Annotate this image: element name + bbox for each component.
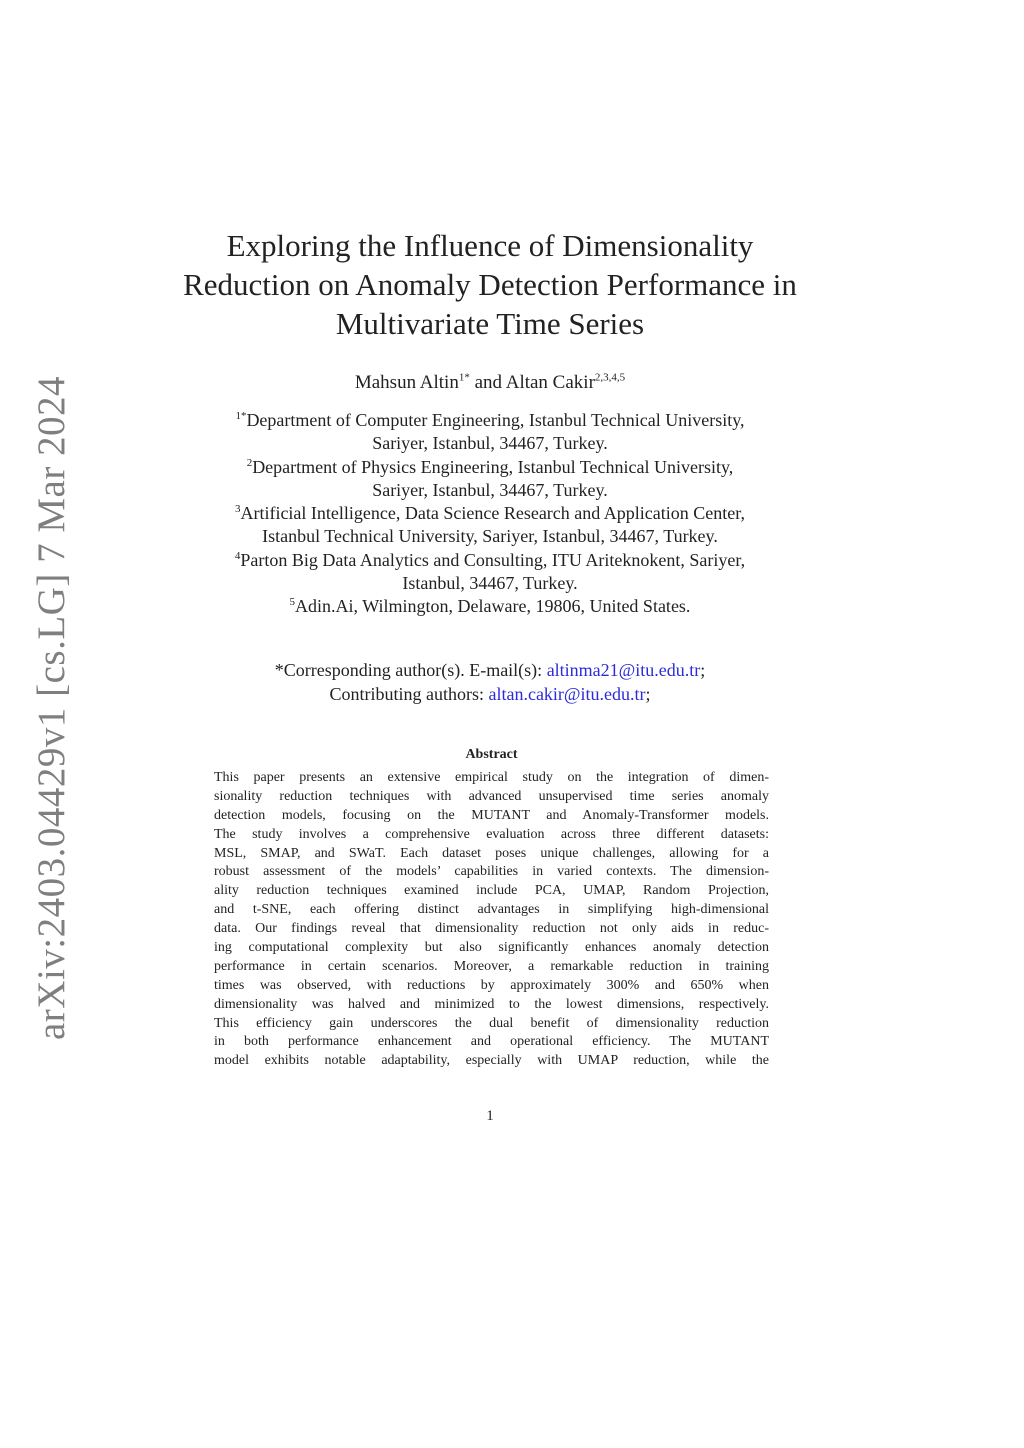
- title-line: Exploring the Influence of Dimensionality: [226, 228, 754, 263]
- abstract-line: ing computational complexity but also significantly enhances anomaly detection: [214, 940, 769, 956]
- author-list: [150, 371, 830, 395]
- affiliation-line: Istanbul, 34467, Turkey.: [402, 573, 578, 594]
- affiliation-text: Adin.Ai, Wilmington, Delaware, 19806, United States.: [295, 596, 691, 617]
- arxiv-identifier-stamp: arXiv:2403.04429v1 [cs.LG] 7 Mar 2024: [30, 375, 73, 1040]
- corresponding-label: *Corresponding author(s). E-mail(s):: [274, 660, 547, 680]
- abstract-line: dimensionality was halved and minimized to the lowest dimensions, respectively.: [214, 996, 769, 1012]
- corresponding-author-line: [150, 658, 830, 682]
- affiliation-text: Department of Physics Engineering, Istanbul Technical University,: [252, 456, 734, 477]
- affiliation-marker: 5: [289, 596, 296, 609]
- abstract-line: times was observed, with reductions by approximately 300% and 650% when: [214, 977, 769, 993]
- affiliation-marker: 1*: [235, 410, 247, 422]
- abstract-body: [214, 769, 769, 1071]
- abstract-line: This efficiency gain underscores the dual benefit of dimensionality reduction: [214, 1015, 769, 1031]
- affiliation-marker: 3: [234, 503, 241, 516]
- abstract-line: detection models, focusing on the MUTANT and Anomaly-Transformer models.: [214, 807, 769, 823]
- punctuation: ;: [645, 684, 651, 704]
- author-name: Mahsun Altin: [354, 372, 459, 393]
- punctuation: ;: [700, 660, 706, 680]
- affiliation-line: [150, 456, 830, 479]
- title-line: Reduction on Anomaly Detection Performance in: [183, 267, 797, 302]
- author-conjunction: and: [469, 372, 506, 393]
- affiliation-text: Parton Big Data Analytics and Consulting, ITU Ariteknokent, Sariyer,: [240, 549, 746, 570]
- affiliation-line: Istanbul Technical University, Sariyer, Istanbul, 34467, Turkey.: [262, 526, 718, 547]
- abstract-line: in both performance enhancement and operational efficiency. The MUTANT: [214, 1034, 769, 1050]
- abstract-line: performance in certain scenarios. Moreover, a remarkable reduction in training: [214, 958, 769, 974]
- affiliation-line: [150, 409, 830, 432]
- affiliation-line: [150, 595, 830, 618]
- abstract-line: data. Our findings reveal that dimensionality reduction not only aids in reduc-: [214, 921, 769, 937]
- author-name: Altan Cakir: [505, 372, 595, 393]
- abstract-line: This paper presents an extensive empirical study on the integration of dimen-: [214, 770, 769, 785]
- abstract-line: MSL, SMAP, and SWaT. Each dataset poses unique challenges, allowing for a: [214, 845, 769, 861]
- page-number: 1: [486, 1108, 494, 1124]
- abstract-line: and t-SNE, each offering distinct advantages in simplifying high-dimensional: [214, 902, 769, 918]
- abstract-line: robust assessment of the models’ capabilities in varied contexts. The dimension-: [214, 864, 769, 880]
- contributing-label: Contributing authors:: [329, 684, 489, 704]
- abstract-line: model exhibits notable adaptability, especially with UMAP reduction, while the: [214, 1053, 769, 1069]
- affiliation-line: Sariyer, Istanbul, 34467, Turkey.: [372, 433, 608, 454]
- author-affiliation-marker: 1*: [458, 371, 470, 384]
- correspondence-block: [150, 658, 830, 706]
- affiliations: [150, 409, 830, 619]
- affiliation-line: [150, 502, 830, 525]
- paper-title: [150, 226, 830, 343]
- affiliation-text: Department of Computer Engineering, Istanbul Technical University,: [246, 410, 745, 430]
- author-affiliation-marker: 2,3,4,5: [594, 371, 626, 384]
- contributing-authors-line: [150, 682, 830, 706]
- affiliation-line: Sariyer, Istanbul, 34467, Turkey.: [372, 479, 608, 500]
- affiliation-text: Artificial Intelligence, Data Science Research and Application Center,: [240, 503, 746, 524]
- affiliation-marker: 4: [234, 549, 241, 562]
- title-line: Multivariate Time Series: [335, 306, 645, 341]
- abstract-line: ality reduction techniques examined include PCA, UMAP, Random Projection,: [214, 883, 769, 899]
- corresponding-email-link[interactable]: altinma21@itu.edu.tr: [546, 660, 701, 680]
- affiliation-marker: 2: [246, 456, 253, 469]
- abstract-line: sionality reduction techniques with advanced unsupervised time series anomaly: [214, 788, 769, 804]
- affiliation-line: [150, 549, 830, 572]
- abstract-heading: Abstract: [465, 747, 518, 762]
- contributing-email-link[interactable]: altan.cakir@itu.edu.tr: [488, 684, 646, 704]
- abstract-line: The study involves a comprehensive evaluation across three different datasets:: [214, 826, 769, 842]
